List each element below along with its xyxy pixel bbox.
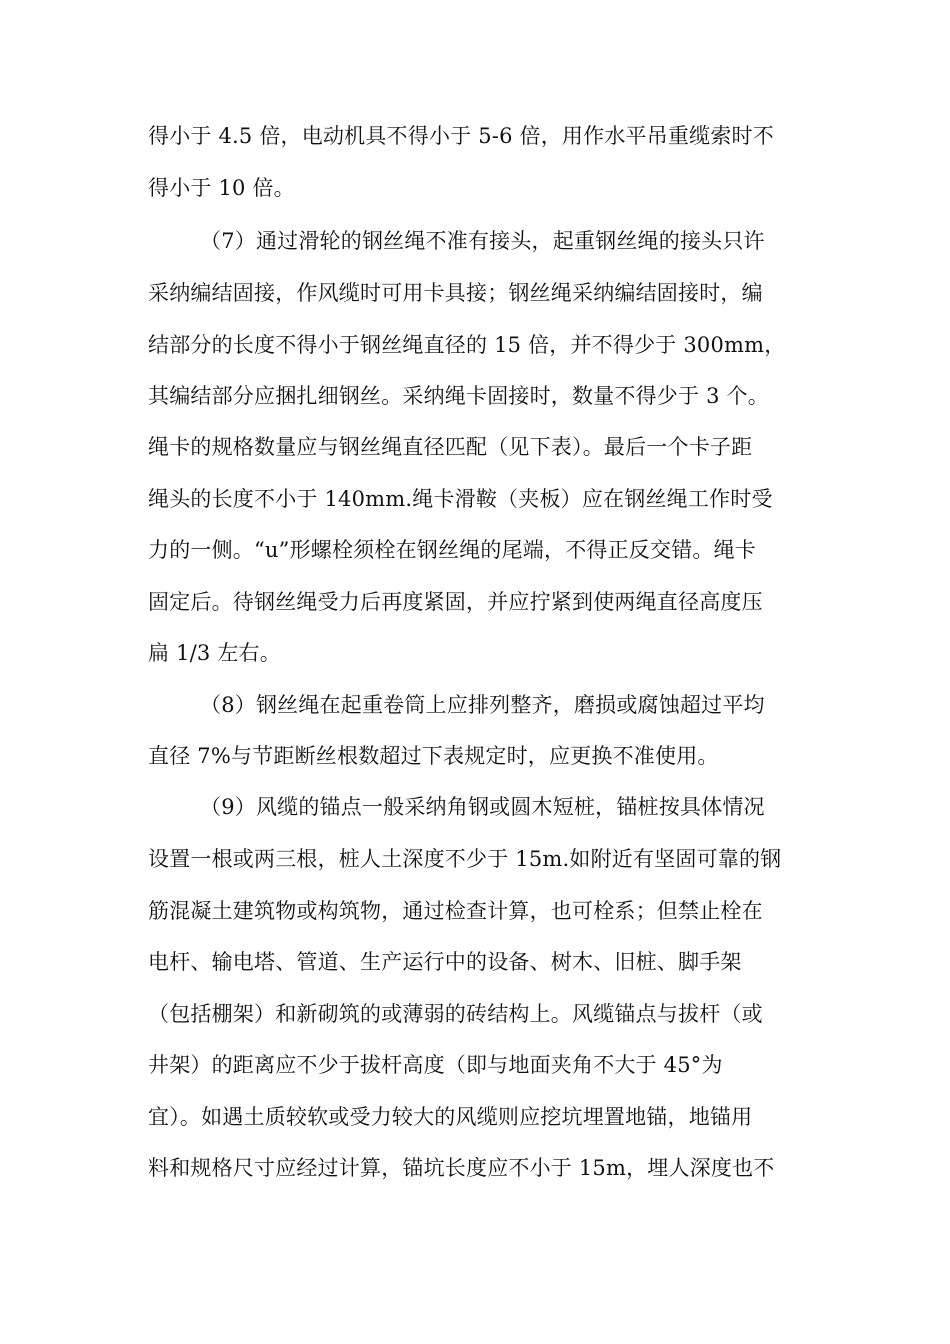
text-line: 直径 7%与节距断丝根数超过下表规定时，应更换不准使用。 — [148, 744, 719, 768]
text-line: 力的一侧。“u”形螺栓须栓在钢丝绳的尾端，不得正反交错。绳卡 — [148, 538, 756, 562]
paragraph-7-start: （7）通过滑轮的钢丝绳不准有接头，起重钢丝绳的接头只许 — [200, 229, 765, 253]
text-line: 结部分的长度不得小于钢丝绳直径的 15 倍，并不得少于 300mm， — [148, 333, 786, 357]
paragraph-9-start: （9）风缆的锚点一般采纳角钢或圆木短桩，锚桩按具体情况 — [200, 795, 765, 819]
text-line: 采纳编结固接，作风缆时可用卡具接；钢丝绳采纳编结固接时，编 — [148, 281, 763, 305]
text-line: 绳卡的规格数量应与钢丝绳直径匹配（见下表）。最后一个卡子距 — [148, 435, 753, 459]
text-line: 得小于 4.5 倍，电动机具不得小于 5-6 倍，用作水平吊重缆索时不 — [148, 124, 774, 148]
text-line: 宜）。如遇土质较软或受力较大的风缆则应挖坑埋置地锚，地锚用 — [148, 1105, 753, 1129]
text-line: 井架）的距离应不少于拔杆高度（即与地面夹角不大于 45°为 — [148, 1053, 723, 1077]
text-line: 电杆、输电塔、管道、生产运行中的设备、树木、旧桩、脚手架 — [148, 950, 742, 974]
paragraph-8-start: （8）钢丝绳在起重卷筒上应排列整齐，磨损或腐蚀超过平均 — [200, 693, 765, 717]
text-line: 固定后。待钢丝绳受力后再度紧固，并应拧紧到使两绳直径高度压 — [148, 590, 763, 614]
text-line: 其编结部分应捆扎细钢丝。采纳绳卡固接时，数量不得少于 3 个。 — [148, 384, 769, 408]
text-line: 绳头的长度不小于 140mm.绳卡滑鞍（夹板）应在钢丝绳工作时受 — [148, 487, 773, 511]
text-line: 筋混凝土建筑物或构筑物，通过检查计算，也可栓系；但禁止栓在 — [148, 899, 763, 923]
text-line: 扁 1/3 左右。 — [148, 641, 281, 665]
text-line: 料和规格尺寸应经过计算，锚坑长度应不小于 15m，埋人深度也不 — [148, 1156, 775, 1180]
text-line: （包括棚架）和新砌筑的或薄弱的砖结构上。风缆锚点与拔杆（或 — [148, 1002, 763, 1026]
text-line: 得小于 10 倍。 — [148, 176, 295, 200]
text-line: 设置一根或两三根，桩人土深度不少于 15m.如附近有坚固可靠的钢 — [148, 847, 782, 871]
